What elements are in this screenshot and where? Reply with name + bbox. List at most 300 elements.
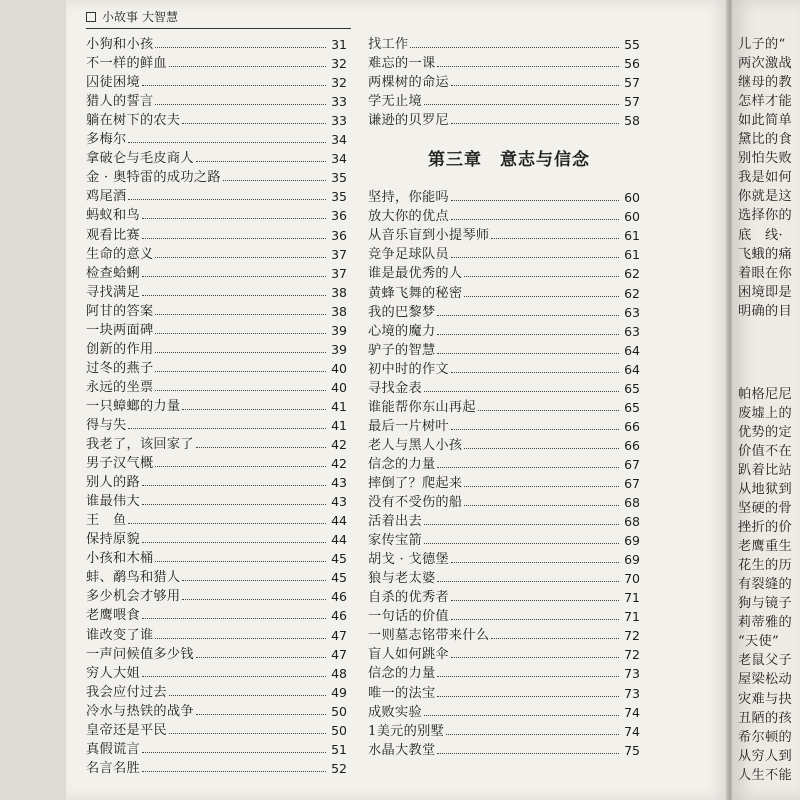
toc-entry-title: 一块两面碑	[86, 322, 154, 338]
toc-entry-page: 63	[624, 304, 640, 320]
toc-entry	[86, 681, 347, 700]
fragment-text: 选择你的	[738, 208, 792, 224]
toc-entry-page: 67	[624, 456, 640, 472]
fragment-text: 从地狱到	[738, 481, 792, 497]
toc-entry-page: 60	[624, 209, 640, 225]
next-page-fragment	[738, 745, 800, 764]
dot-leader	[451, 122, 619, 124]
dot-leader	[142, 84, 326, 86]
dot-leader	[155, 465, 326, 467]
toc-entry-page: 62	[624, 266, 640, 282]
dot-leader	[451, 256, 619, 258]
toc-entry-page: 65	[624, 399, 640, 415]
toc-entry-title: 一声问候值多少钱	[86, 646, 194, 662]
toc-entry-title: 我老了，该回家了	[86, 437, 194, 453]
toc-entry-title: 胡戈 · 戈德堡	[368, 552, 449, 568]
toc-entry-page: 60	[624, 190, 640, 206]
dot-leader	[155, 389, 326, 391]
toc-entry	[368, 320, 640, 339]
fragment-text: 明确的目	[738, 303, 792, 319]
toc-entry-page: 45	[331, 551, 347, 567]
toc-entry	[368, 529, 640, 548]
next-page-fragment	[738, 204, 800, 223]
dot-leader	[142, 275, 326, 277]
toc-entry	[86, 662, 347, 681]
dot-leader	[155, 560, 326, 562]
toc-entry-title: 信念的力量	[368, 456, 436, 472]
fragment-text: 帕格尼尼	[738, 386, 792, 402]
fragment-text: “天使”	[738, 634, 780, 650]
toc-entry-page: 62	[624, 285, 640, 301]
toc-entry	[86, 414, 347, 433]
toc-entry	[368, 453, 640, 472]
toc-entry-page: 52	[331, 760, 347, 776]
dot-leader	[182, 122, 326, 124]
header-series: 小故事	[102, 10, 139, 24]
next-page-fragment	[738, 383, 800, 402]
toc-entry-title: 从音乐盲到小提琴师	[368, 228, 490, 244]
toc-entry	[86, 452, 347, 471]
toc-entry-page: 71	[624, 609, 640, 625]
toc-entry-title: 老鹰喂食	[86, 608, 140, 624]
dot-leader	[128, 141, 326, 143]
toc-entry-page: 68	[624, 495, 640, 511]
next-page-fragment	[738, 668, 800, 687]
toc-entry-page: 37	[331, 265, 347, 281]
dot-leader	[451, 84, 619, 86]
toc-entry-title: 阿甘的答案	[86, 303, 154, 319]
toc-list-right-bottom	[368, 186, 640, 757]
dot-leader	[446, 733, 619, 735]
dot-leader	[451, 656, 619, 658]
toc-entry	[86, 300, 347, 319]
toc-entry	[368, 624, 640, 643]
fragment-text: 坚硬的骨	[738, 501, 792, 517]
toc-entry	[368, 281, 640, 300]
toc-entry-title: 名言名胜	[86, 760, 140, 776]
toc-entry-page: 43	[331, 494, 347, 510]
toc-entry	[86, 90, 347, 109]
toc-entry	[368, 586, 640, 605]
next-page-fragment	[738, 52, 800, 71]
toc-entry	[86, 700, 347, 719]
toc-entry	[368, 90, 640, 109]
toc-entry	[368, 415, 640, 434]
fragment-text: 如此简单	[738, 113, 792, 129]
next-page-fragment	[738, 516, 800, 535]
toc-entry-page: 46	[331, 589, 347, 605]
toc-entry-page: 71	[624, 590, 640, 606]
toc-entry-title: 老人与黑人小孩	[368, 437, 463, 453]
toc-entry-page: 47	[331, 627, 347, 643]
dot-leader	[424, 523, 619, 525]
toc-entry-title: 多少机会才够用	[86, 589, 181, 605]
toc-entry-page: 36	[331, 208, 347, 224]
dot-leader	[478, 409, 619, 411]
dot-leader	[155, 637, 326, 639]
toc-entry-title: 皇帝还是平民	[86, 722, 167, 738]
toc-entry-title: 谁最伟大	[86, 494, 140, 510]
fragment-text: 两次激战	[738, 56, 792, 72]
next-page-fragment	[738, 421, 800, 440]
fragment-text: 老鹰重生	[738, 539, 792, 555]
toc-entry-page: 32	[331, 56, 347, 72]
toc-column-right	[368, 33, 640, 758]
dot-leader	[196, 656, 326, 658]
dot-leader	[437, 580, 619, 582]
dot-leader	[155, 103, 326, 105]
next-page-fragment	[738, 707, 800, 726]
toc-entry-page: 34	[331, 132, 347, 148]
toc-entry-page: 46	[331, 608, 347, 624]
toc-entry-title: 找工作	[368, 37, 409, 53]
dot-leader	[142, 770, 326, 772]
toc-entry-title: 初中时的作文	[368, 361, 449, 377]
toc-entry-title: 最后一片树叶	[368, 418, 449, 434]
toc-entry	[86, 604, 347, 623]
dot-leader	[128, 198, 326, 200]
toc-entry-page: 57	[624, 94, 640, 110]
toc-list-right-top	[368, 33, 640, 128]
next-page-fragments	[738, 33, 800, 783]
toc-entry-page: 42	[331, 456, 347, 472]
fragment-text: 你就是这	[738, 189, 792, 205]
dot-leader	[424, 542, 619, 544]
dot-leader	[491, 637, 619, 639]
toc-entry-title: 创新的作用	[86, 341, 154, 357]
toc-entry	[86, 566, 347, 585]
toc-entry-page: 56	[624, 56, 640, 72]
dot-leader	[128, 522, 326, 524]
fragment-text: 继母的教	[738, 75, 792, 91]
dot-leader	[155, 332, 326, 334]
toc-entry	[86, 166, 347, 185]
fragment-text: 黛比的食	[738, 132, 792, 148]
toc-entry-title: 别人的路	[86, 475, 140, 491]
toc-entry-page: 65	[624, 380, 640, 396]
toc-entry-title: 蚌、鹬鸟和猎人	[86, 570, 181, 586]
dot-leader	[451, 561, 619, 563]
toc-entry-title: 蚂蚁和鸟	[86, 208, 140, 224]
fragment-text: 趴着比站	[738, 462, 792, 478]
toc-entry	[86, 223, 347, 242]
dot-leader	[155, 370, 326, 372]
toc-entry-title: 得与失	[86, 417, 127, 433]
toc-entry-page: 72	[624, 628, 640, 644]
toc-entry-page: 75	[624, 742, 640, 758]
toc-entry-title: 我会应付过去	[86, 684, 167, 700]
toc-entry-title: 自杀的优秀者	[368, 590, 449, 606]
dot-leader	[155, 256, 326, 258]
dot-leader	[451, 428, 619, 430]
dot-leader	[142, 751, 326, 753]
toc-entry-title: 猎人的誓言	[86, 94, 154, 110]
dot-leader	[437, 314, 619, 316]
toc-entry	[368, 739, 640, 758]
toc-entry-page: 51	[331, 741, 347, 757]
fragment-text: 屋梁松动	[738, 672, 792, 688]
fragment-text: 希尔顿的	[738, 729, 792, 745]
dot-leader	[464, 447, 619, 449]
toc-entry-title: 竞争足球队员	[368, 247, 449, 263]
next-page-fragment	[738, 573, 800, 592]
toc-entry	[368, 720, 640, 739]
toc-entry	[86, 243, 347, 262]
toc-entry-page: 66	[624, 437, 640, 453]
toc-entry	[86, 528, 347, 547]
fragment-text: 莉蒂雅的	[738, 615, 792, 631]
toc-entry	[368, 434, 640, 453]
next-page-fragment	[738, 764, 800, 783]
toc-entry-page: 72	[624, 647, 640, 663]
toc-entry-title: 寻找满足	[86, 284, 140, 300]
toc-entry-title: 小孩和木桶	[86, 551, 154, 567]
toc-entry	[86, 109, 347, 128]
dot-leader	[142, 294, 326, 296]
dot-leader	[437, 352, 619, 354]
dot-leader	[424, 714, 619, 716]
toc-entry-title: 观看比赛	[86, 227, 140, 243]
dot-leader	[142, 541, 326, 543]
toc-entry	[368, 377, 640, 396]
dot-leader	[182, 408, 326, 410]
toc-entry	[368, 186, 640, 205]
dot-leader	[169, 65, 326, 67]
fragment-text: 狗与镜子	[738, 596, 792, 612]
dot-leader	[437, 333, 619, 335]
toc-entry-title: 坚持，你能吗	[368, 190, 449, 206]
dot-leader	[169, 694, 326, 696]
fragment-text: 别怕失败	[738, 151, 792, 167]
toc-entry-title: 多梅尔	[86, 132, 127, 148]
toc-entry-title: 穷人大姐	[86, 665, 140, 681]
toc-entry-page: 32	[331, 75, 347, 91]
toc-entry	[368, 262, 640, 281]
toc-entry	[86, 433, 347, 452]
toc-entry-page: 37	[331, 246, 347, 262]
chapter-heading	[368, 128, 640, 186]
toc-entry	[368, 643, 640, 662]
toc-entry-page: 50	[331, 703, 347, 719]
fragment-text: 人生不能	[738, 767, 792, 783]
toc-entry-page: 47	[331, 646, 347, 662]
dot-leader	[410, 46, 619, 48]
toc-entry-title: 不一样的鲜血	[86, 56, 167, 72]
dot-leader	[155, 46, 326, 48]
toc-entry-title: 心境的魔力	[368, 323, 436, 339]
next-page-fragment	[738, 71, 800, 90]
next-page-fragment	[738, 185, 800, 204]
next-page-fragment	[738, 611, 800, 630]
toc-entry	[86, 262, 347, 281]
next-page-fragment	[738, 243, 800, 262]
toc-entry	[368, 33, 640, 52]
fragment-text: 丑陋的孩	[738, 710, 792, 726]
toc-entry-page: 44	[331, 532, 347, 548]
toc-entry-page: 33	[331, 113, 347, 129]
toc-entry	[86, 33, 347, 52]
toc-entry-title: 家传宝箭	[368, 533, 422, 549]
toc-entry-title: 一只蟑螂的力量	[86, 398, 181, 414]
dot-leader	[464, 275, 619, 277]
toc-entry-title: 躺在树下的农夫	[86, 113, 181, 129]
toc-entry	[86, 719, 347, 738]
toc-entry	[86, 128, 347, 147]
toc-entry-page: 63	[624, 323, 640, 339]
next-page-fragment	[738, 497, 800, 516]
dot-leader	[155, 351, 326, 353]
dot-leader	[169, 732, 326, 734]
toc-entry-title: 寻找金表	[368, 380, 422, 396]
toc-entry-page: 48	[331, 665, 347, 681]
dot-leader	[196, 160, 326, 162]
toc-entry-page: 35	[331, 170, 347, 186]
toc-entry	[86, 623, 347, 642]
dot-leader	[437, 695, 619, 697]
toc-entry-page: 39	[331, 341, 347, 357]
toc-entry	[368, 491, 640, 510]
toc-entry	[368, 472, 640, 491]
next-page-fragment	[738, 592, 800, 611]
toc-entry-page: 64	[624, 361, 640, 377]
toc-entry-title: 摔倒了？爬起来	[368, 475, 463, 491]
next-page-fragment	[738, 33, 800, 52]
toc-entry-page: 40	[331, 360, 347, 376]
toc-entry-page: 58	[624, 113, 640, 129]
next-page-fragment	[738, 281, 800, 300]
toc-entry-page: 44	[331, 513, 347, 529]
fragment-text: 挫折的价	[738, 520, 792, 536]
fragment-text: 底 线·	[738, 227, 783, 243]
toc-entry-title: 男子汉气概	[86, 456, 154, 472]
dot-leader	[182, 598, 326, 600]
toc-entry-title: 过冬的燕子	[86, 360, 154, 376]
dot-leader	[196, 713, 326, 715]
toc-entry-page: 50	[331, 722, 347, 738]
fragment-text: 花生的历	[738, 558, 792, 574]
toc-entry-title: 两棵树的命运	[368, 75, 449, 91]
toc-entry-page: 43	[331, 475, 347, 491]
toc-entry-title: 驴子的智慧	[368, 342, 436, 358]
next-page-fragment	[738, 90, 800, 109]
toc-entry	[86, 471, 347, 490]
toc-entry	[368, 605, 640, 624]
toc-entry	[86, 738, 347, 757]
toc-entry-page: 66	[624, 418, 640, 434]
toc-entry-page: 67	[624, 475, 640, 491]
toc-entry-title: 没有不受伤的船	[368, 495, 463, 511]
toc-entry-page: 57	[624, 75, 640, 91]
toc-entry-title: 我的巴黎梦	[368, 304, 436, 320]
toc-entry	[86, 338, 347, 357]
dot-leader	[437, 752, 619, 754]
toc-entry-title: 保持原貌	[86, 532, 140, 548]
toc-entry-title: 狼与老太婆	[368, 571, 436, 587]
next-page-fragment	[738, 535, 800, 554]
toc-entry-title: 鸡尾酒	[86, 189, 127, 205]
toc-entry	[86, 185, 347, 204]
fragment-text: 价值不在	[738, 443, 792, 459]
fragment-text: 灾难与抉	[738, 691, 792, 707]
next-page-fragment	[738, 109, 800, 128]
toc-entry-title: 检查蛤蜊	[86, 265, 140, 281]
dot-leader	[464, 295, 619, 297]
toc-entry	[86, 585, 347, 604]
next-page-fragment	[738, 440, 800, 459]
toc-entry-page: 74	[624, 704, 640, 720]
toc-entry-page: 70	[624, 571, 640, 587]
running-header	[86, 8, 178, 25]
toc-entry-title: 盲人如何跳伞	[368, 647, 449, 663]
toc-entry-page: 74	[624, 723, 640, 739]
dot-leader	[464, 504, 619, 506]
dot-leader	[437, 466, 619, 468]
toc-entry-title: 成败实验	[368, 704, 422, 720]
toc-entry-title: 1美元的别墅	[368, 723, 445, 739]
dot-leader	[223, 179, 326, 181]
square-icon	[86, 12, 96, 22]
fragment-text: 老鼠父子	[738, 653, 792, 669]
toc-entry-title: 王 鱼	[86, 513, 127, 529]
toc-entry	[368, 109, 640, 128]
toc-entry-title: 难忘的一课	[368, 56, 436, 72]
toc-entry-title: 谁改变了谁	[86, 627, 154, 643]
next-page-fragment	[738, 726, 800, 745]
toc-entry	[368, 396, 640, 415]
toc-entry-page: 42	[331, 437, 347, 453]
toc-entry	[86, 147, 347, 166]
toc-entry-title: 谁能帮你东山再起	[368, 399, 476, 415]
toc-entry	[86, 547, 347, 566]
dot-leader	[451, 199, 619, 201]
toc-entry	[368, 71, 640, 90]
toc-entry-page: 35	[331, 189, 347, 205]
next-page-fragment	[738, 223, 800, 242]
toc-entry-title: 信念的力量	[368, 666, 436, 682]
toc-entry-title: 谁是最优秀的人	[368, 266, 463, 282]
dot-leader	[451, 371, 619, 373]
toc-entry-page: 73	[624, 685, 640, 701]
next-page-fragment	[738, 166, 800, 185]
toc-entry-page: 34	[331, 151, 347, 167]
toc-entry	[368, 224, 640, 243]
dot-leader	[424, 390, 619, 392]
toc-entry-title: 小狗和小孩	[86, 37, 154, 53]
next-page-fragment	[738, 262, 800, 281]
dot-leader	[437, 65, 619, 67]
dot-leader	[142, 237, 326, 239]
fragment-text: 有裂缝的	[738, 577, 792, 593]
next-page-fragment	[738, 649, 800, 668]
next-page-fragment	[738, 402, 800, 421]
toc-entry-title: 活着出去	[368, 514, 422, 530]
toc-entry-title: 金 · 奥特雷的成功之路	[86, 170, 221, 186]
toc-entry	[368, 301, 640, 320]
toc-entry-title: 冷水与热铁的战争	[86, 703, 194, 719]
toc-entry-page: 39	[331, 322, 347, 338]
toc-entry-page: 68	[624, 514, 640, 530]
toc-entry-page: 69	[624, 533, 640, 549]
toc-entry-title: 黄蜂飞舞的秘密	[368, 285, 463, 301]
header-rule	[86, 28, 351, 29]
header-title: 大智慧	[142, 10, 179, 24]
dot-leader	[451, 218, 619, 220]
toc-entry	[86, 490, 347, 509]
toc-entry	[86, 71, 347, 90]
toc-entry-page: 33	[331, 94, 347, 110]
chapter-name: 意志与信念	[500, 149, 590, 170]
fragment-text: 儿子的“	[738, 37, 786, 53]
